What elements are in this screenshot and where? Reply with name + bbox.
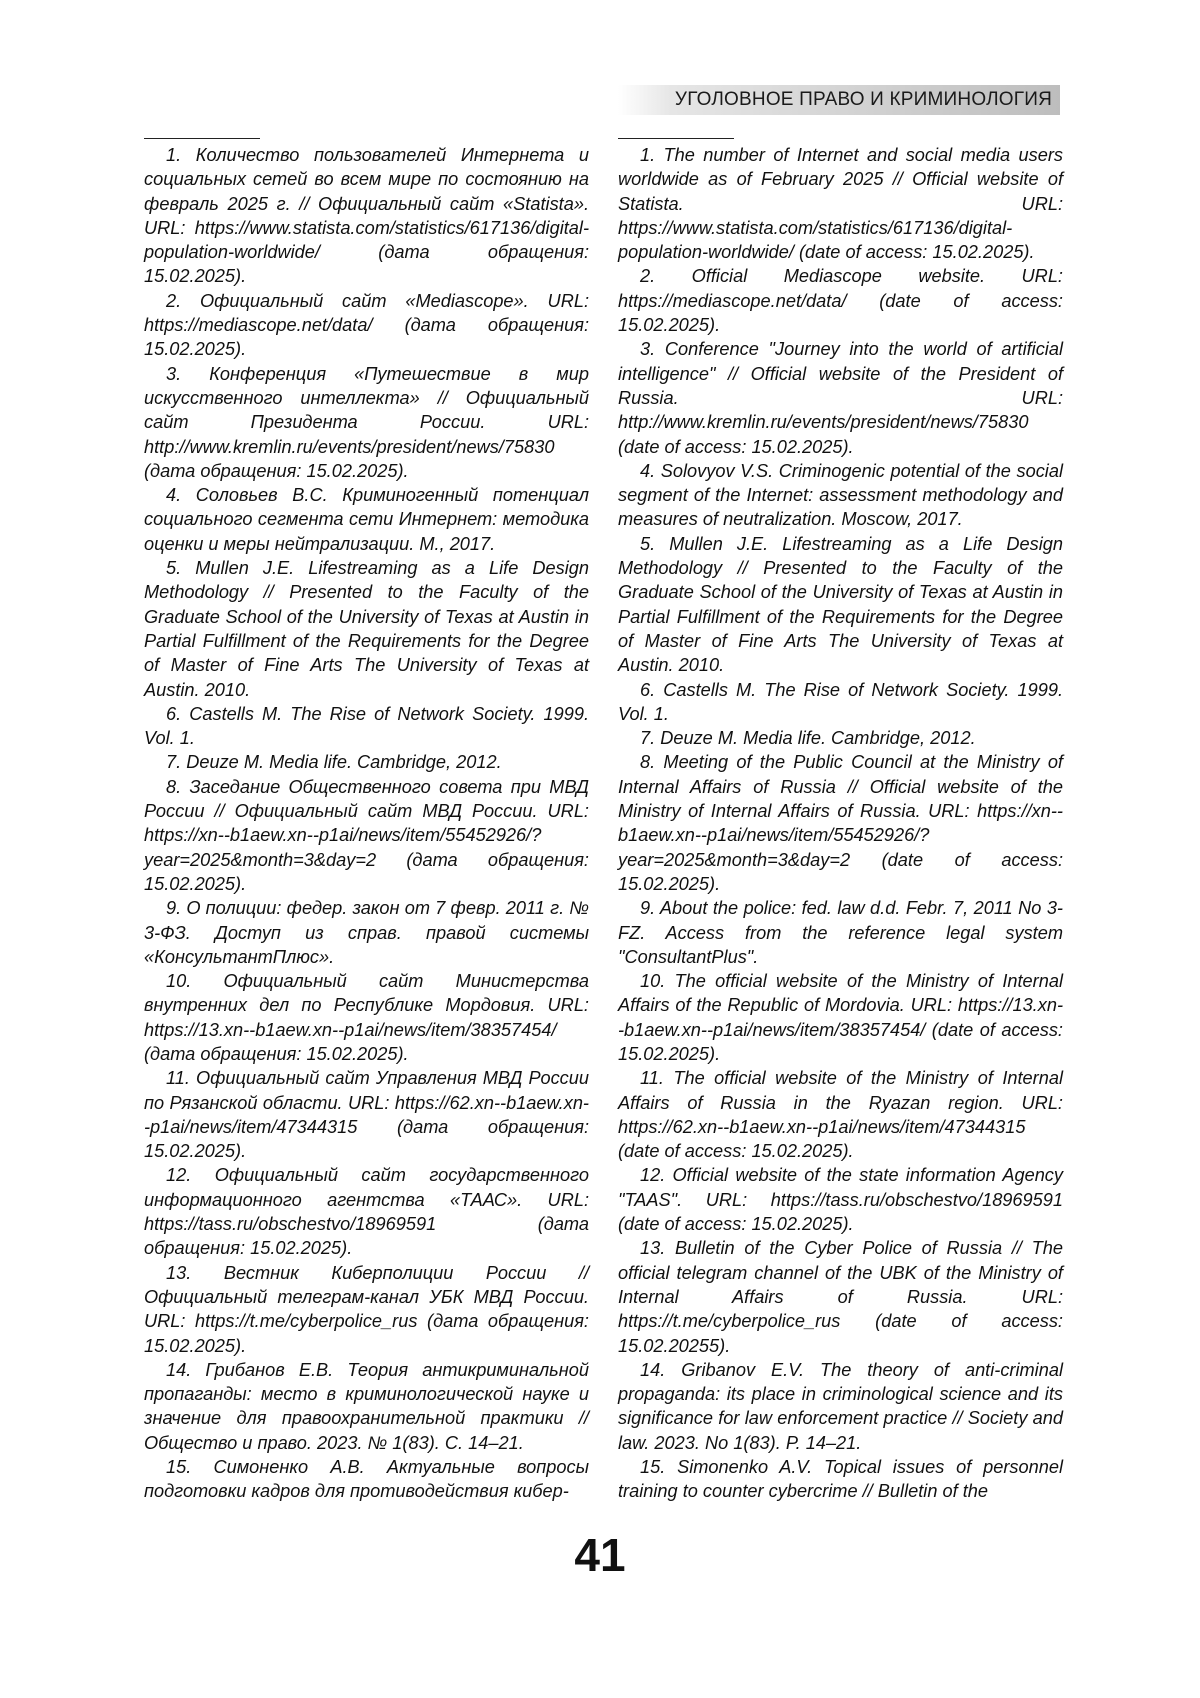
reference-item: 2. Official Mediascope website. URL: https://mediascope.net/data/ (date of access: 15.02.2025). xyxy=(618,266,1063,336)
reference-item: 15. Симоненко А.В. Актуальные вопросы подготовки кадров для противодействия кибер- xyxy=(144,1457,589,1502)
reference-item: 11. Официальный сайт Управления МВД России по Рязанской области. URL: https://62.xn--b1aew.xn--p1ai/news/item/47344315 (дата обращения: 15.02.2025). xyxy=(144,1068,589,1162)
reference-item: 8. Meeting of the Public Council at the Ministry of Internal Affairs of Russia // Official website of the Ministry of Internal Affairs of Russia. URL: https://xn--b1aew.xn--p1ai/news/item/55452926/?year=2025&month=3&day=2 (date of access: 15.02.2025). xyxy=(618,752,1063,894)
reference-item: 9. О полиции: федер. закон от 7 февр. 2011 г. № 3-ФЗ. Доступ из справ. правой системы «КонсультантПлюс». xyxy=(144,898,589,967)
page-number: 41 xyxy=(574,1529,626,1581)
reference-item: 11. The official website of the Ministry of Internal Affairs of Russia in the Ryazan region. URL: https://62.xn--b1aew.xn--p1ai/news/item/47344315 (date of access: 15.02.2025). xyxy=(618,1068,1063,1162)
references-russian xyxy=(144,138,589,1504)
reference-item: 5. Mullen J.E. Lifestreaming as a Life Design Methodology // Presented to the Faculty of the Graduate School of the University of Texas at Austin in Partial Fulfillment of the Requirements for the Degree of Master of Fine Arts The University of Texas at Austin. 2010. xyxy=(144,558,589,700)
reference-item: 1. The number of Internet and social media users worldwide as of February 2025 // Official website of Statista. URL: https://www.statista.com/statistics/617136/digital-population-worldwide/ (date of access: 15.02.2025). xyxy=(618,145,1063,263)
reference-item: 9. About the police: fed. law d.d. Febr. 7, 2011 No 3-FZ. Access from the reference legal system "ConsultantPlus". xyxy=(618,898,1063,967)
reference-item: 6. Castells M. The Rise of Network Society. 1999. Vol. 1. xyxy=(144,703,589,749)
footnote-divider xyxy=(618,138,734,139)
reference-item: 4. Solovyov V.S. Criminogenic potential of the social segment of the Internet: assessment methodology and measures of neutralization. Moscow, 2017. xyxy=(618,460,1063,530)
footnote-divider xyxy=(144,138,260,139)
reference-item: 15. Simonenko A.V. Topical issues of personnel training to counter cybercrime // Bulletin of the xyxy=(618,1457,1063,1502)
reference-item: 8. Заседание Общественного совета при МВД России // Официальный сайт МВД России. URL: https://xn--b1aew.xn--p1ai/news/item/55452926/?year=2025&month=3&day=2 (дата обращения: 15.02.2025). xyxy=(144,776,589,894)
running-header xyxy=(618,85,1060,115)
reference-item: 3. Конференция «Путешествие в мир искусственного интеллекта» // Официальный сайт Президента России. URL: http://www.kremlin.ru/events/president/news/75830 (дата обращения: 15.02.2025). xyxy=(144,363,589,481)
section-title: УГОЛОВНОЕ ПРАВО И КРИМИНОЛОГИЯ xyxy=(674,89,1052,110)
reference-item: 5. Mullen J.E. Lifestreaming as a Life Design Methodology // Presented to the Faculty of the Graduate School of the University of Texas at Austin in Partial Fulfillment of the Requirements for the Degree of Master of Fine Arts The University of Texas at Austin. 2010. xyxy=(618,533,1063,676)
reference-item: 10. Официальный сайт Министерства внутренних дел по Республике Мордовия. URL: https://13.xn--b1aew.xn--p1ai/news/item/38357454/ (дата обращения: 15.02.2025). xyxy=(144,971,589,1064)
reference-item: 13. Bulletin of the Cyber Police of Russia // The official telegram channel of the UBK of the Ministry of Internal Affairs of Russia. URL: https://t.me/cyberpolice_rus (date of access: 15.02.20255). xyxy=(618,1238,1063,1356)
reference-item: 6. Castells M. The Rise of Network Society. 1999. Vol. 1. xyxy=(618,679,1063,724)
reference-item: 14. Gribanov E.V. The theory of anti-criminal propaganda: its place in criminological science and its significance for law enforcement practice // Society and law. 2023. No 1(83). P. 14–21. xyxy=(618,1359,1063,1453)
references-english xyxy=(618,138,1063,1504)
reference-item: 2. Официальный сайт «Mediascope». URL: https://mediascope.net/data/ (дата обращения: 15.02.2025). xyxy=(144,290,589,360)
reference-item: 10. The official website of the Ministry of Internal Affairs of the Republic of Mordovia. URL: https://13.xn--b1aew.xn--p1ai/news/item/38357454/ (date of access: 15.02.2025). xyxy=(618,971,1063,1064)
reference-item: 4. Соловьев В.С. Криминогенный потенциал социального сегмента сети Интернет: методика оценки и меры нейтрализации. М., 2017. xyxy=(144,485,589,554)
reference-item: 13. Вестник Киберполиции России // Официальный телеграм-канал УБК МВД России. URL: https://t.me/cyberpolice_rus (дата обращения: 15.02.2025). xyxy=(144,1262,589,1356)
reference-item: 7. Deuze M. Media life. Cambridge, 2012. xyxy=(166,752,502,773)
reference-item: 7. Deuze M. Media life. Cambridge, 2012. xyxy=(640,728,976,749)
reference-item: 12. Official website of the state information Agency "TAAS". URL: https://tass.ru/obschestvo/18969591 (date of access: 15.02.2025). xyxy=(618,1165,1063,1235)
reference-item: 1. Количество пользователей Интернета и социальных сетей во всем мире по состоянию на февраль 2025 г. // Официальный сайт «Statista». URL: https://www.statista.com/statistics/617136/digital-population-worldwide/ (дата обращения: 15.02.2025). xyxy=(144,145,589,287)
reference-item: 3. Conference "Journey into the world of artificial intelligence" // Official website of the President of Russia. URL: http://www.kremlin.ru/events/president/news/75830 (date of access: 15.02.2025). xyxy=(618,339,1063,457)
reference-item: 14. Грибанов Е.В. Теория антикриминальной пропаганды: место в криминологической науке и значение для правоохранительной практики // Общество и право. 2023. № 1(83). С. 14–21. xyxy=(144,1359,589,1453)
reference-item: 12. Официальный сайт государственного информационного агентства «ТААС». URL: https://tass.ru/obschestvo/18969591 (дата обращения: 15.02.2025). xyxy=(144,1165,589,1259)
